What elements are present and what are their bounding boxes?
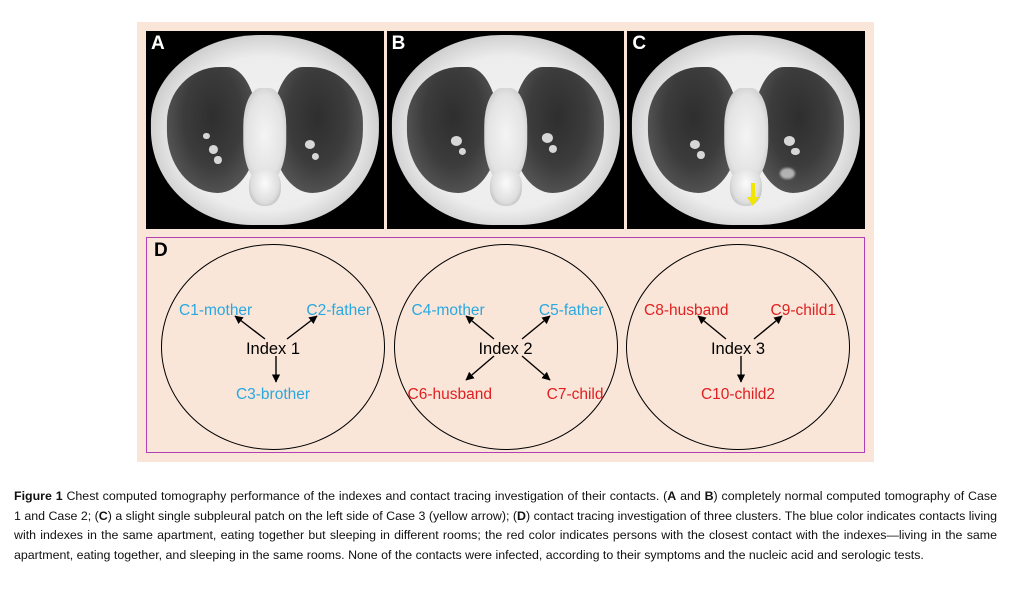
ct-panel-row — [146, 31, 865, 229]
ct-vessel — [458, 148, 465, 156]
contact-node-c1: C1-mother — [179, 302, 253, 319]
ct-panel-b — [387, 31, 625, 229]
ct-vessel — [791, 148, 799, 156]
cluster-row — [147, 238, 864, 452]
panel-label-b: B — [391, 33, 406, 54]
cluster-index-2 — [394, 244, 618, 450]
contact-node-c2: C2-father — [306, 302, 371, 319]
caption-text-3: ) a slight single subpleural patch on the left side of Case 3 (yellow arrow); ( — [107, 508, 518, 523]
ct-vessel — [542, 132, 553, 142]
panel-label-d: D — [154, 240, 168, 261]
ct-panel-a — [146, 31, 384, 229]
panel-label-a: A — [151, 33, 165, 54]
figure-container — [137, 22, 874, 462]
contact-node-c4: C4-mother — [411, 302, 485, 319]
ct-subpleural-patch — [780, 168, 795, 179]
index-label-1: Index 1 — [245, 340, 301, 358]
caption-bold-c: C — [98, 508, 108, 523]
contact-node-c3: C3-brother — [235, 386, 311, 403]
ct-vessel — [312, 153, 319, 161]
contact-node-c6: C6-husband — [407, 386, 492, 403]
cluster-index-1 — [161, 244, 385, 450]
caption-figure-number: Figure 1 — [14, 489, 63, 503]
ct-vessel — [784, 136, 795, 146]
caption-text-4: ) contact tracing investigation of three clusters. The blue color indicates contacts living with indexes in the same apartment, eating together but sleeping in different rooms; the red color indicates persons with the closest contact with the indexes—living in the same apartment, eating together, and sleeping in the same rooms. None of the contacts were infected, according to their symptoms and the nucleic acid and serologic tests. — [14, 508, 997, 562]
caption-bold-a: A — [667, 489, 677, 503]
index-label-2: Index 2 — [478, 340, 533, 358]
caption-bold-d: D — [517, 508, 526, 523]
caption-text-1: Chest computed tomography performance of the indexes and contact tracing investigation of their contacts. ( — [62, 489, 668, 503]
contact-node-c9: C9-child1 — [770, 302, 836, 319]
ct-vessel — [451, 136, 462, 146]
contact-node-c10: C10-child2 — [700, 386, 776, 403]
caption-bold-b: B — [704, 489, 714, 503]
index-label-3: Index 3 — [710, 340, 766, 358]
caption-text-and: and — [676, 489, 705, 503]
ct-spine-b — [490, 168, 522, 206]
contact-node-c7: C7-child — [546, 386, 604, 403]
contact-node-c8: C8-husband — [644, 302, 729, 319]
caption-text-2: ) completely normal computed tomography of Case 1 and Case 2; ( — [14, 489, 997, 523]
ct-vessel — [690, 140, 700, 149]
ct-spine-a — [249, 168, 281, 206]
ct-vessel — [209, 145, 218, 154]
ct-vessel — [697, 151, 704, 159]
ct-thorax-b — [391, 35, 619, 225]
contact-tracing-panel — [146, 237, 865, 453]
ct-vessel — [305, 140, 315, 149]
figure-caption — [14, 487, 997, 565]
ct-thorax-a — [151, 35, 379, 225]
cluster-index-3 — [626, 244, 850, 450]
panel-label-c: C — [632, 33, 647, 54]
ct-vessel — [549, 145, 557, 153]
ct-vessel — [214, 156, 221, 164]
contact-node-c5: C5-father — [538, 302, 604, 319]
ct-panel-c — [627, 31, 865, 229]
ct-vessel — [203, 132, 209, 138]
